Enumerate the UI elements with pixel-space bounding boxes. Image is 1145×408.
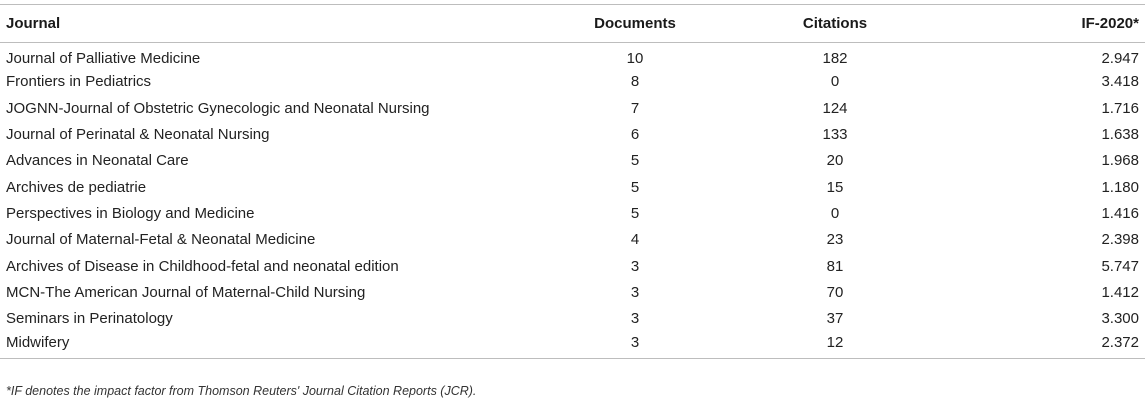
cell-documents: 7 (630, 99, 640, 117)
cell-citations: 20 (826, 152, 844, 170)
table-row (0, 279, 1145, 305)
cell-journal: Journal of Palliative Medicine (6, 50, 201, 68)
cell-citations: 182 (822, 50, 848, 68)
table-row (0, 121, 1145, 147)
cell-documents: 3 (630, 283, 640, 301)
cell-citations: 81 (826, 257, 844, 275)
table-row (0, 227, 1145, 253)
cell-journal: Midwifery (0, 332, 560, 358)
cell-citations: 15 (826, 178, 844, 196)
header-citations: Citations (710, 5, 960, 43)
header-documents: Documents (560, 5, 710, 43)
cell-impact-factor: 1.716 (1101, 99, 1139, 117)
cell-impact-factor: 1.416 (1101, 204, 1139, 222)
cell-citations: 23 (826, 231, 844, 249)
cell-impact-factor: 1.638 (1101, 126, 1139, 144)
cell-journal: Advances in Neonatal Care (6, 152, 189, 170)
table-row (0, 332, 1145, 358)
cell-documents: 4 (630, 231, 640, 249)
cell-documents: 6 (630, 126, 640, 144)
cell-documents: 5 (630, 178, 640, 196)
cell-documents: 3 (630, 310, 640, 328)
header-row (0, 5, 1145, 43)
table-body (0, 43, 1145, 359)
cell-impact-factor: 2.372 (960, 332, 1145, 358)
table-row (0, 69, 1145, 95)
cell-documents: 8 (630, 73, 640, 91)
cell-documents: 5 (630, 152, 640, 170)
header-impact-factor: IF-2020* (960, 5, 1145, 43)
cell-citations: 0 (830, 73, 840, 91)
table-footnote: *IF denotes the impact factor from Thomson Reuters' Journal Citation Reports (JCR). (6, 384, 477, 398)
cell-citations: 12 (710, 332, 960, 358)
cell-documents: 10 (626, 50, 644, 68)
cell-impact-factor: 2.398 (1101, 231, 1139, 249)
cell-impact-factor: 3.418 (1101, 73, 1139, 91)
cell-journal: Perspectives in Biology and Medicine (6, 204, 255, 222)
cell-impact-factor: 3.300 (1101, 310, 1139, 328)
cell-documents: 5 (630, 204, 640, 222)
table-row (0, 305, 1145, 331)
cell-citations: 37 (826, 310, 844, 328)
table-row (0, 95, 1145, 121)
header-journal: Journal (0, 5, 560, 43)
cell-citations: 124 (822, 99, 848, 117)
cell-impact-factor: 5.747 (1101, 257, 1139, 275)
cell-journal: MCN-The American Journal of Maternal-Child Nursing (6, 283, 366, 301)
cell-journal: Journal of Perinatal & Neonatal Nursing (6, 126, 270, 144)
cell-impact-factor: 2.947 (1101, 50, 1139, 68)
cell-citations: 133 (822, 126, 848, 144)
journal-table (0, 4, 1145, 359)
table-row (0, 43, 1145, 69)
table-row (0, 253, 1145, 279)
cell-impact-factor: 1.412 (1101, 283, 1139, 301)
table-row (0, 200, 1145, 226)
cell-impact-factor: 1.180 (1101, 178, 1139, 196)
cell-journal: JOGNN-Journal of Obstetric Gynecologic and Neonatal Nursing (6, 99, 430, 117)
cell-journal: Seminars in Perinatology (6, 310, 173, 328)
cell-documents: 3 (560, 332, 710, 358)
cell-journal: Archives de pediatrie (6, 178, 147, 196)
cell-impact-factor: 1.968 (1101, 152, 1139, 170)
table-row (0, 174, 1145, 200)
table-row (0, 148, 1145, 174)
cell-citations: 0 (830, 204, 840, 222)
cell-journal: Journal of Maternal-Fetal & Neonatal Medicine (6, 231, 316, 249)
cell-citations: 70 (826, 283, 844, 301)
cell-journal: Archives of Disease in Childhood-fetal and neonatal edition (6, 257, 399, 275)
cell-documents: 3 (630, 257, 640, 275)
cell-journal: Frontiers in Pediatrics (6, 73, 152, 91)
